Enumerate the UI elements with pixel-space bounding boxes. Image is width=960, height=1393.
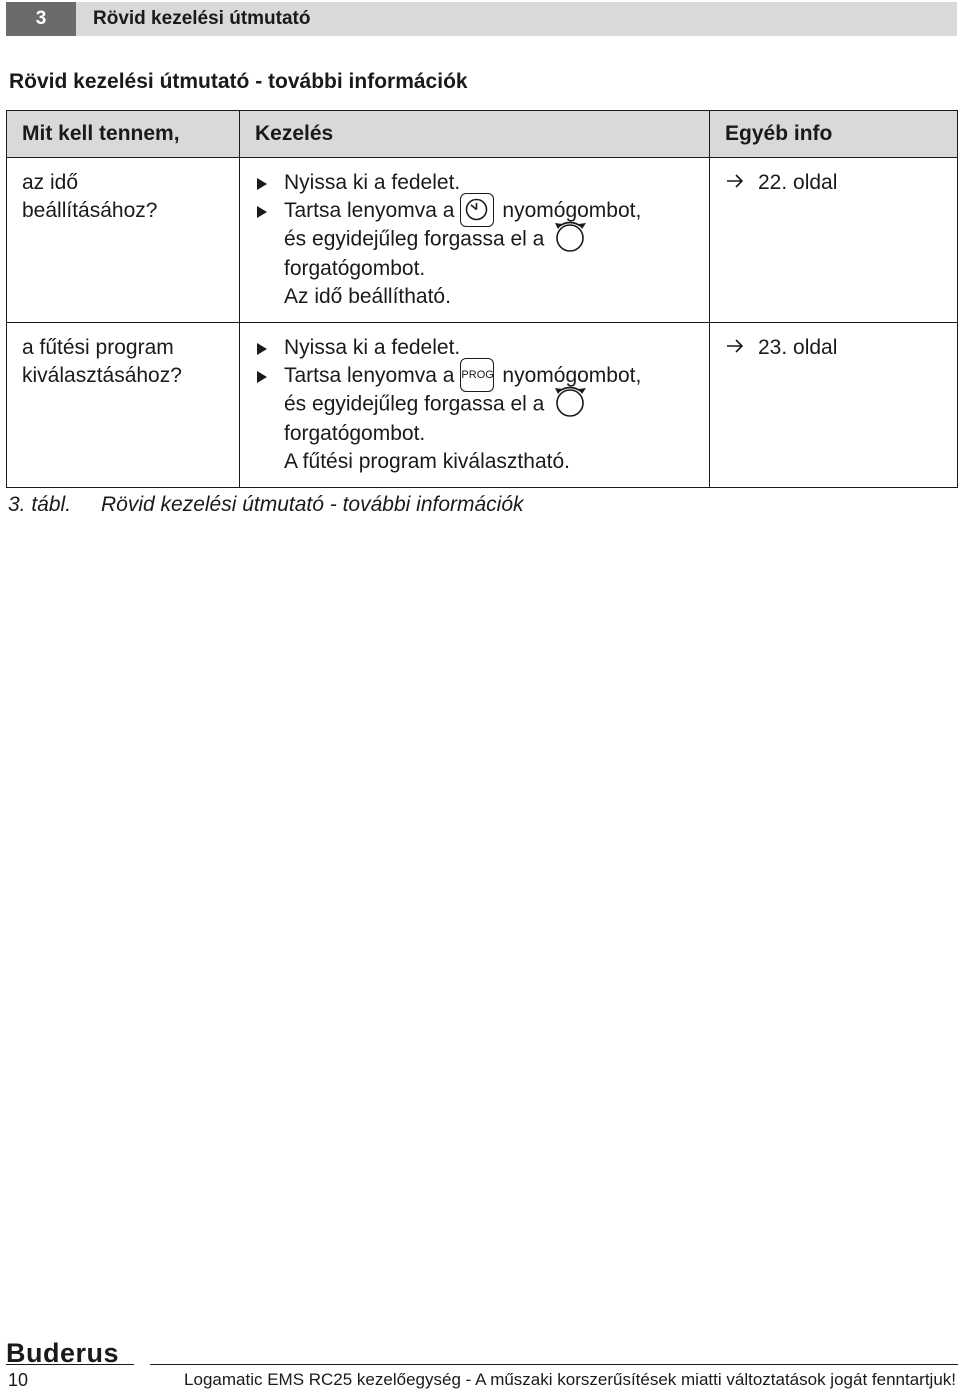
footer-divider	[6, 1364, 134, 1365]
info-cell	[710, 158, 958, 323]
info-cell	[710, 323, 958, 488]
chapter-header	[6, 2, 957, 36]
clock-button-icon	[460, 193, 494, 227]
arrow-right-icon	[726, 169, 748, 197]
question-line: a fűtési program	[22, 336, 174, 359]
bullet-triangle-icon	[257, 178, 267, 190]
operation-cell	[240, 323, 710, 488]
caption-label: 3. tábl.	[8, 493, 72, 516]
page-reference: 23. oldal	[758, 336, 838, 359]
rotary-knob-icon	[552, 217, 590, 261]
buderus-logo: Buderus	[6, 1338, 120, 1368]
bullet-triangle-icon	[257, 343, 267, 355]
chapter-number: 3	[6, 2, 76, 36]
caption-text: Rövid kezelési útmutató - további információk	[101, 493, 524, 516]
section-title: Rövid kezelési útmutató - további információk	[9, 70, 468, 93]
operation-cell	[240, 158, 710, 323]
info-table	[6, 110, 958, 488]
table-row	[7, 158, 958, 323]
table-row	[7, 323, 958, 488]
header-operation: Kezelés	[240, 111, 710, 158]
page-number: 10	[8, 1370, 29, 1390]
step-item: Tartsa lenyomva a nyomógombot, és egyidejűleg forgassa el a forgatógombot. Az idő beállítható.	[255, 197, 699, 311]
bullet-triangle-icon	[257, 206, 267, 218]
footer-text: Logamatic EMS RC25 kezelőegység - A műszaki korszerűsítések miatti változtatások jogát fenntartjuk!	[184, 1370, 956, 1389]
table-caption	[8, 493, 524, 517]
question-line: beállításához?	[22, 199, 158, 222]
prog-button-icon: PROG	[460, 358, 494, 392]
footer-divider	[150, 1364, 958, 1365]
header-other-info: Egyéb info	[710, 111, 958, 158]
question-line: kiválasztásához?	[22, 364, 182, 387]
arrow-right-icon	[726, 334, 748, 362]
step-item: Nyissa ki a fedelet.	[255, 169, 699, 197]
rotary-knob-icon	[552, 382, 590, 426]
header-question: Mit kell tennem,	[7, 111, 240, 158]
question-cell	[7, 158, 240, 323]
bullet-triangle-icon	[257, 371, 267, 383]
page-reference: 22. oldal	[758, 171, 838, 194]
step-item: Nyissa ki a fedelet.	[255, 334, 699, 362]
question-line: az idő	[22, 171, 79, 194]
question-cell	[7, 323, 240, 488]
chapter-title: Rövid kezelési útmutató	[76, 2, 957, 36]
step-item: Tartsa lenyomva a PROG nyomógombot, és egyidejűleg forgassa el a forgatógombot. A fűtési program kiválasztható.	[255, 362, 699, 476]
